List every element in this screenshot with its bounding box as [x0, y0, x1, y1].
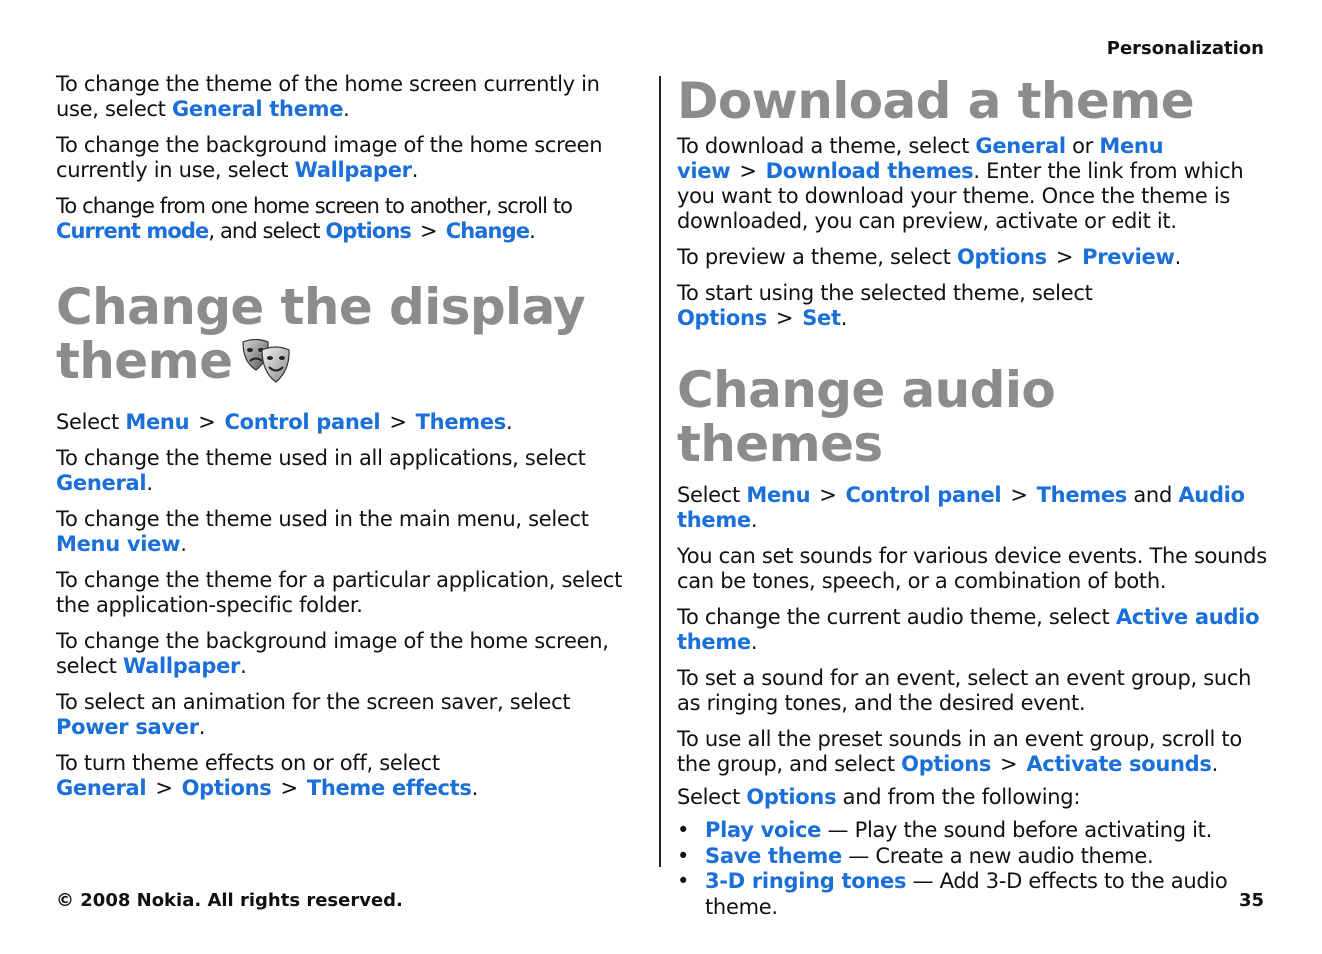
link-audio-theme[interactable]: Audio theme — [677, 483, 1245, 532]
path-separator: > — [1000, 752, 1018, 776]
link-options[interactable]: Options — [325, 219, 412, 243]
link-general[interactable]: General — [56, 776, 147, 800]
paragraph-download: To download a theme, select General or Menu view > Download themes. Enter the link from which you want to download your theme. Once the theme is downloaded, you can preview, activate or edit it. — [677, 134, 1244, 233]
paragraph-options-following: Select Options and from the following: — [677, 785, 1081, 809]
paragraph-sounds-info: You can set sounds for various device events. The sounds can be tones, speech, or a combination of both. — [677, 544, 1267, 593]
link-change[interactable]: Change — [445, 219, 530, 243]
link-save-theme[interactable]: Save theme — [705, 843, 842, 868]
list-item: • 3-D ringing tones — Add 3-D effects to the audio theme. — [677, 869, 1228, 919]
link-power-saver[interactable]: Power saver — [56, 715, 199, 739]
path-separator: > — [739, 159, 757, 183]
path-separator: > — [1010, 483, 1028, 507]
paragraph-preview: To preview a theme, select Options > Preview. — [677, 245, 1181, 269]
paragraph-theme-effects: To turn theme effects on or off, select General > Options > Theme effects. — [56, 751, 479, 800]
link-options[interactable]: Options — [956, 245, 1047, 269]
link-wallpaper[interactable]: Wallpaper — [122, 654, 241, 678]
paragraph-activate-sounds: To use all the preset sounds in an event group, scroll to the group, and select Options > Activate sounds. — [677, 727, 1242, 776]
paragraph-current-mode: To change from one home screen to another, scroll to Current mode, and select Options > Change. — [56, 194, 573, 243]
link-menu[interactable]: Menu — [125, 410, 190, 434]
link-3d-ringing-tones[interactable]: 3-D ringing tones — [705, 869, 907, 893]
path-separator: > — [155, 776, 173, 800]
page-number: 35 — [1238, 890, 1264, 911]
link-general[interactable]: General — [56, 471, 147, 495]
paragraph-app-specific: To change the theme for a particular application, select the application-specific folder. — [56, 568, 623, 617]
link-wallpaper[interactable]: Wallpaper — [294, 158, 412, 182]
path-separator: > — [280, 776, 298, 800]
options-list — [677, 818, 1267, 920]
paragraph-active-audio-theme: To change the current audio theme, select Active audio theme. — [677, 605, 1260, 654]
link-download-themes[interactable]: Download themes — [765, 159, 974, 183]
paragraph-general-theme: To change the theme of the home screen currently in use, select General theme. — [56, 72, 600, 121]
link-options[interactable]: Options — [677, 306, 767, 330]
link-active-audio-theme[interactable]: Active audio theme — [677, 605, 1260, 654]
list-item: • Save theme — Create a new audio theme. — [677, 843, 1154, 868]
path-separator: > — [819, 483, 837, 507]
paragraph-general: To change the theme used in all applications, select General. — [56, 446, 586, 495]
link-theme-effects[interactable]: Theme effects — [306, 776, 472, 800]
theater-masks-icon — [240, 338, 292, 396]
link-menu[interactable]: Menu — [746, 483, 811, 507]
link-menu-view[interactable]: Menu view — [677, 134, 1164, 183]
link-play-voice[interactable]: Play voice — [705, 818, 822, 842]
link-general[interactable]: General — [975, 134, 1066, 158]
paragraph-select-themes: Select Menu > Control panel > Themes. — [56, 410, 513, 434]
section-header: Personalization — [1106, 38, 1264, 59]
paragraph-wallpaper-current: To change the background image of the home screen currently in use, select Wallpaper. — [56, 133, 603, 182]
link-themes[interactable]: Themes — [415, 410, 506, 434]
heading-change-display-theme: Change the display theme — [56, 280, 646, 396]
path-separator: > — [775, 306, 794, 330]
heading-change-audio-themes: Change audio themes — [677, 361, 1056, 473]
paragraph-wallpaper: To change the background image of the home screen, select Wallpaper. — [56, 629, 609, 678]
left-column — [56, 72, 646, 812]
link-preview[interactable]: Preview — [1082, 245, 1175, 269]
path-separator: > — [198, 410, 216, 434]
paragraph-event-sound: To set a sound for an event, select an event group, such as ringing tones, and the desired event. — [677, 666, 1252, 715]
path-separator: > — [1055, 245, 1074, 269]
paragraph-menu-view: To change the theme used in the main menu, select Menu view. — [56, 507, 589, 556]
link-activate-sounds[interactable]: Activate sounds — [1026, 752, 1212, 776]
heading-download-theme: Download a theme — [677, 72, 1195, 130]
link-themes[interactable]: Themes — [1036, 483, 1127, 507]
link-menu-view[interactable]: Menu view — [56, 532, 181, 556]
link-options[interactable]: Options — [746, 785, 837, 809]
list-item: • Play voice — Play the sound before activating it. — [677, 818, 1212, 842]
link-options[interactable]: Options — [181, 776, 272, 800]
column-divider — [659, 76, 661, 867]
paragraph-power-saver: To select an animation for the screen saver, select Power saver. — [56, 690, 571, 739]
link-options[interactable]: Options — [901, 752, 992, 776]
paragraph-set: To start using the selected theme, select Options > Set. — [677, 281, 1093, 330]
paragraph-audio-theme: Select Menu > Control panel > Themes and Audio theme. — [677, 483, 1245, 532]
link-set[interactable]: Set — [802, 306, 841, 330]
copyright-footer: © 2008 Nokia. All rights reserved. — [56, 890, 403, 911]
link-control-panel[interactable]: Control panel — [224, 410, 381, 434]
link-general-theme[interactable]: General theme — [172, 97, 344, 121]
link-current-mode[interactable]: Current mode — [56, 219, 209, 243]
right-column — [677, 72, 1267, 920]
path-separator: > — [420, 219, 437, 243]
path-separator: > — [389, 410, 407, 434]
link-control-panel[interactable]: Control panel — [845, 483, 1002, 507]
